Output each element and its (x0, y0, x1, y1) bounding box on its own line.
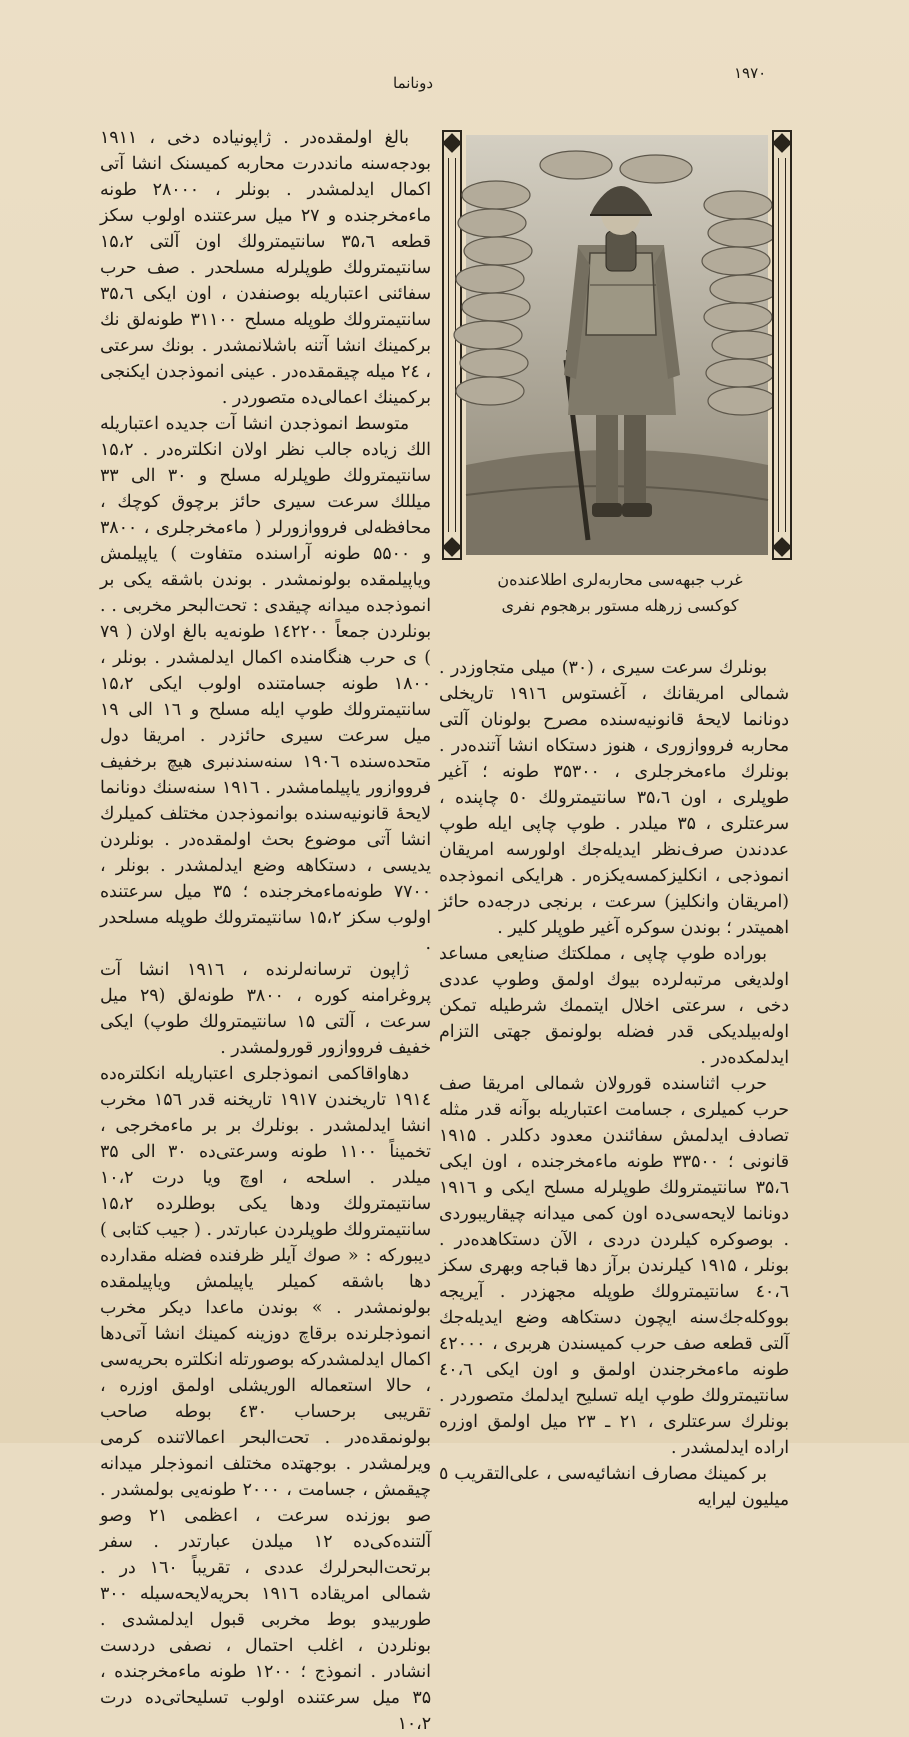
text-column-right (439, 655, 789, 1513)
paragraph: ژاپون ترسانه‌لرنده ، ۱۹۱٦ انشا آت پروغرامنه کوره ، ۳۸۰۰ طونه‌لق (۲۹ میل سرعت ، آلتی ۱۵ سانتیمترولك طوپ) ایکی خفیف فرووازور قورولمشدر . (100, 960, 431, 1058)
paragraph: حرب اثناسنده قورولان شمالی امریقا صف حرب کمیلری ، جسامت اعتباریله بوآنه قدر مثله تصادف ایدلمش سفائندن معدود دکلدر . ۱۹۱۵ قانونی ؛ ۳۳۵۰۰ طونه ماءمخرجنده ، اون ایکی ۳۵،٦ سانتیمترولك طوپلرله مسلح ایکی و ۱۹۱٦ دونانما لایحه‌سی‌ده اون کمی میدانه چیقاریبوردی . بوصوکره کیلردن دردی ، الآن دستکاهده‌در . بونلر ، ۱۹۱۵ کیلرندن برآز دها قباجه وبهری سکز ٤۰،٦ سانتیمترولك طوپله مجهزدر . آیریجه بووکله‌جك‌سنه ایچون دستکاهه وضع ایدیله‌جك آلتی قطعه صف حرب کمیسندن هربری ، ٤۲۰۰۰ طونه ماءمخرجندن اولمق و اون ایکی ٤۰،٦ سانتیمترولك طوپ ایله تسلیح ایدلمك متصوردر . بونلرك سرعتلری ، ۲۱ ـ ۲۳ میل اولمق اوزره اراده ایدلمشدر . (439, 1074, 789, 1458)
paragraph: بالغ اولمقده‌در . ژاپونیاده دخی ، ۱۹۱۱ بودجه‌سنه مانددرت محاربه کمیسنک انشا آتی اکمال ایدلمشدر . بونلر ، ۲۸۰۰۰ طونه ماءمخرجنده و ۲۷ میل سرعتنده اولوب سکز قطعه ۳۵،٦ سانتیمترولك اون آلتی ۱۵،۲ سانتیمترولك طوپلرله مسلحدر . صف حرب سفائنی اعتباریله بوصنفدن ، اون ایکی ۳۵،٦ سانتیمترولك طوپله مسلح ۳۱۱۰۰ طونه‌لق نك برکمینك انشا آتنه باشلانمشدر . بونك سرعتی ، ۲٤ میله چیقمقده‌در . عینی انموذجدن ایکنجی برکمینك اعمالی‌ده متصوردر . (100, 128, 432, 408)
text-column-left (100, 125, 431, 1737)
photo-frame (442, 130, 792, 560)
paragraph: بونلرك سرعت سیری ، (۳۰) میلی متجاوزدر . شمالی امریقانك ، آغستوس ۱۹۱٦ تاریخلی دونانما لایحهٔ قانونیه‌سنده مصرح بولونان آلتی محاربه فرووازوری ، هنوز دستکاه انشا آتنده‌در . بونلرك ماءمخرجلری ، ۳۵۳۰۰ طونه ؛ آغیر طوپلری ، اون ۳۵،٦ سانتیمترولك ٥۰ چاپنده ، سرعتلری ، ۳۵ میلدر . طوپ چاپی ایله طوپ عددندن صرف‌نظر ایدیله‌جك اولورسه امریقان انموذجی ، انکلیزکمسه‌یکزه‌ر . هرایکی انموذجده (امریقان وانکلیز) سرعت ، برنجی درجه‌ده حائز اهمیتدر ؛ بوندن سوکره آغیر طوپلر کلیر . (439, 658, 790, 938)
paragraph: بر کمینك مصارف انشائیه‌سی ، علی‌التقریب ٥ میلیون لیرایه (439, 1464, 789, 1510)
paragraph: بوراده طوپ چاپی ، مملکتك صنایعی مساعد اولدیغی مرتبه‌لرده بیوك اولمق وطوپ عددی دخی ، سرعتی اخلال ایتممك شرطیله تمکن اوله‌بیلدیکی قدر فضله بولونمق جهتی التزام ایدلمکده‌در . (439, 944, 789, 1068)
page-number: ١٩٧٠ (734, 64, 767, 82)
running-head: دونانما (393, 74, 434, 92)
paragraph: دهاواقاکمی انموذجلری اعتباریله انکلتره‌ده ۱۹۱٤ تاریخندن ۱۹۱۷ تاریخنه قدر ۱۵٦ مخرب انشا ایدلمشدر . بونلرك بر بر ماءمخرجی ، تخمیناً ۱۱۰۰ طونه وسرعتی‌ده ۳۰ الی ۳۵ میلدر . اسلحه ، اوچ ویا درت ۱۰،۲ سانتیمترولك ودها یکی بوطلرده ۱۵،۲ سانتیمترولك طوپلردن عبارتدر . ( جیب کتابی ) دیبورکه : « صوك آیلر ظرفنده فضله مقدارده دها باشقه کمیلر یاپیلمش ویاپیلمقده بولونمشدر . » بوندن ماعدا دیکر مخرب انموذجلرنده برقاچ دوزینه کمینك انشا آتی‌دها اکمال ایدلمشدرکه بوصورتله انکلتره بحریه‌سی ، حالا استعماله الوریشلی اولمق اوزره ، تقریبی برحساب ٤۳۰ بوطه صاحب بولونمقده‌در . تحت‌البحر اعمالاتنده کرمی ویرلمشدر . بوجهتده مختلف انموذجلر میدانه چیقمش ، جسامت ، ۲۰۰۰ طونه‌یی بولمشدر . صو بوزنده سرعت ، اعظمی ۲۱ وصو آلتنده‌کی‌ده ۱۲ میلدن عبارتدر . سفر برتحت‌البحرلرك عددی ، تقریباً ۱٦۰ در . شمالی امریقاده ۱۹۱٦ بحریه‌لایحه‌سیله ۳۰۰ طوربیدو بوط مخربی قبول ایدلمشدی . بونلردن ، اغلب احتمال ، نصفی دردست انشادر . انموذج ؛ ۱۲۰۰ طونه ماءمخرجنده ، ۳۵ میل سرعتنده اولوب تسلیحاتی‌ده درت ۱۰،۲ (100, 1064, 431, 1734)
frame-border-right (772, 130, 792, 560)
diamond-ornament-icon (442, 537, 462, 557)
diamond-ornament-icon (442, 133, 462, 153)
figure-caption (470, 567, 770, 619)
soldier-photo (466, 135, 768, 555)
caption-line: کوکسی زرهله مستور برهجوم نفری (501, 596, 739, 615)
diamond-ornament-icon (772, 537, 792, 557)
diamond-ornament-icon (772, 133, 792, 153)
paragraph: متوسط انموذجدن انشا آت جدیده اعتباریله الك زیاده جالب نظر اولان انکلتره‌در . ۱۵،۲ سانتیمترولك طوپلرله مسلح و ۳۰ الی ۳۳ میللك سرعت سیری حائز برچوق کوچك ، محافظه‌لی فرووازورلر ( ماءمخرجلری ، ۳۸۰۰ و ۵۵۰۰ طونه آراسنده متفاوت ) یاپیلمش ویاپیلمقده بولونمشدر . بوندن باشقه یکی بر انموذجده میدانه چیقدی : تحت‌البحر مخربی . . بونلردن جمعاً ۱٤۲۲۰۰ طونه‌یه بالغ اولان ( ۷۹ ) ی حرب هنگامنده اکمال ایدلمشدر . بونلر ، ۱۸۰۰ طونه جسامتنده اولوب ایکی ۱۵،۲ سانتیمترولك طوپ ایله مسلح و ۱٦ الی ۱۹ میل سرعت سیری حائزدر . امریقا دول متحده‌سنده ۱۹۰٦ سنه‌سندنبری هیچ برخفیف فرووازور یاپیلمامشدر . ۱۹۱٦ سنه‌سنك دونانما لایحهٔ قانونیه‌سنده بوانموذجدن مختلف کمیلرك انشا آتی موضوع بحث اولمقده‌در . بونلردن یدیسی ، دستکاهه وضع ایدلمشدر . بونلر ، ۷۷۰۰ طونه‌ماءمخرجنده ؛ ۳۵ میل سرعتنده اولوب سکز ۱۵،۲ سانتیمترولك طوپله مسلحدر . (100, 414, 432, 954)
soldier-in-trench-image (466, 135, 768, 555)
caption-line: غرب جبهه‌سی محاربه‌لری اطلاعنده‌ن (497, 570, 743, 589)
frame-border-left (442, 130, 462, 560)
